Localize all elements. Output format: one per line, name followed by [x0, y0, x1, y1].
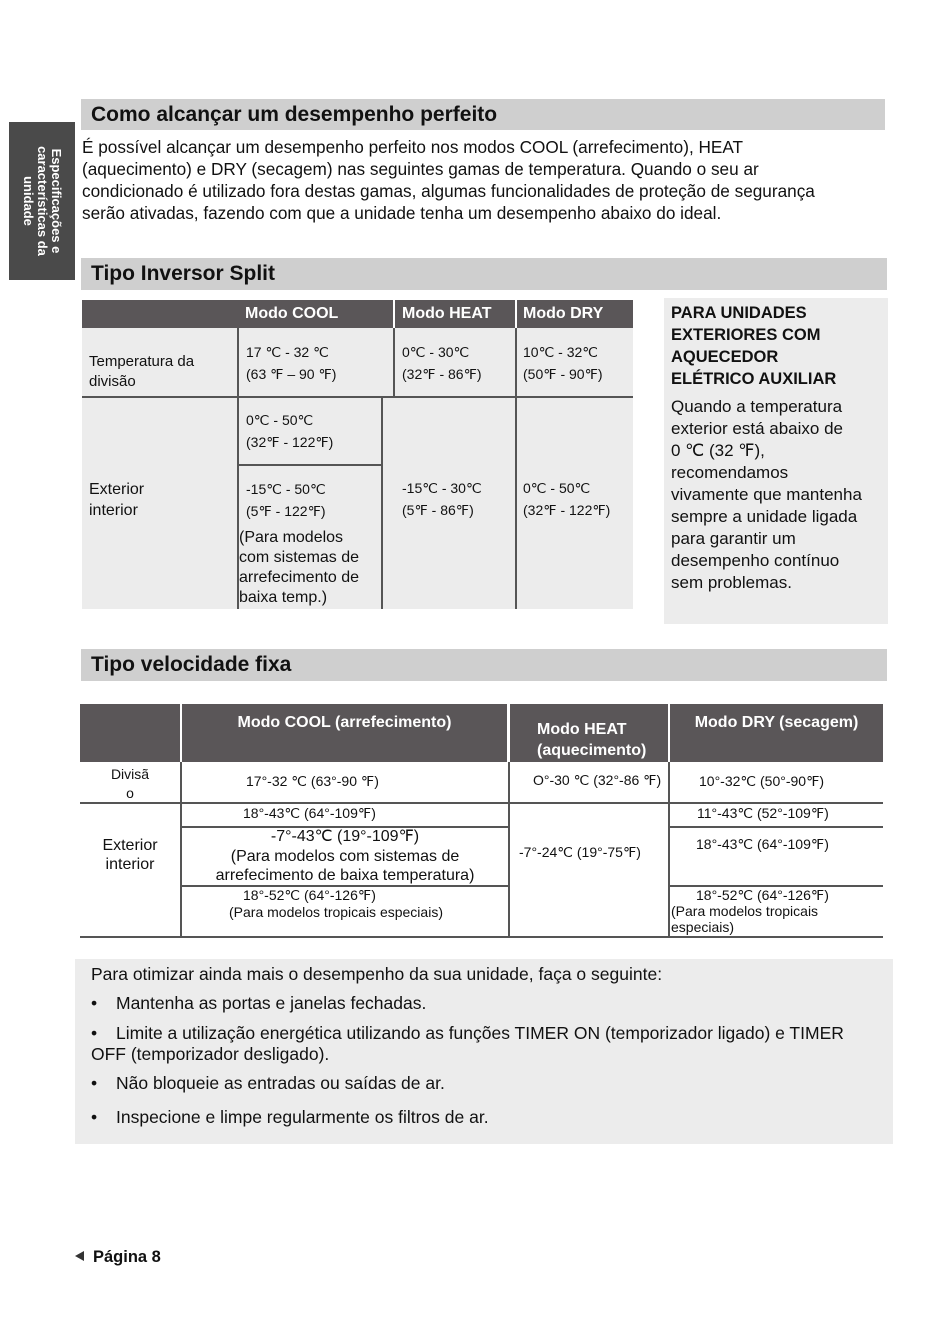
note-body: Quando a temperatura exterior está abaixo de 0 ℃ (32 ℉), recomendamos vivamente que mantenha sempre a unidade ligada para garantir um desempenho contínuo sem problemas. [671, 397, 862, 592]
cell-heat-room: 0℃ - 30℃ (32℉ - 86℉) [402, 344, 482, 382]
cell-cool-outdoor-a: 0℃ - 50℃ (32℉ - 122℉) [246, 412, 334, 450]
grid-line [668, 826, 883, 828]
cell-heat-outdoor: -15℃ - 30℃ (5℉ - 86℉) [402, 480, 482, 518]
grid-line [508, 762, 510, 937]
grid-line [515, 328, 517, 609]
header-divider [515, 300, 517, 328]
page-number: Página 8 [93, 1248, 161, 1266]
grid-line [80, 936, 883, 938]
cell-dry-outdoor-fixed-a: 11°-43℃ (52°-109℉) [697, 805, 829, 821]
grid-line [238, 464, 381, 466]
cell-cool-outdoor-fixed-b: -7°-43℃ (19°-109℉) (Para modelos com sistemas de arrefecimento de baixa temperatura) [215, 828, 475, 884]
cell-dry-outdoor: 0℃ - 50℃ (32℉ - 122℉) [523, 480, 611, 518]
cell-heat-room-fixed: O°-30 ℃ (32°-86 ℉) [533, 772, 662, 788]
cell-cool-outdoor-b: -15℃ - 50℃ (5℉ - 122℉) [246, 481, 326, 519]
intro-paragraph: É possível alcançar um desempenho perfeito nos modos COOL (arrefecimento), HEAT (aquecimento) e DRY (secagem) nas seguintes gamas de temperatura. Quando o seu ar condicionado é utilizado fora destas gamas, algumas funcionalidades de proteção de segurança serão ativadas, fazendo com que a unidade tenha um desempenho abaixo do ideal. [82, 137, 815, 223]
aux-heater-note [664, 298, 888, 624]
tip-item: • Inspecione e limpe regularmente os filtros de ar. [91, 1107, 489, 1127]
cell-dry-room-fixed: 10°-32℃ (50°-90℉) [699, 773, 825, 789]
row-label-room: Temperatura da divisão [89, 353, 195, 390]
tips-intro: Para otimizar ainda mais o desempenho da sua unidade, faça o seguinte: [91, 964, 663, 984]
tip-item: • Mantenha as portas e janelas fechadas. [91, 993, 427, 1013]
grid-line [82, 396, 633, 398]
grid-line [393, 328, 395, 397]
section-title-fixed-speed: Tipo velocidade fixa [81, 649, 887, 681]
cell-dry-outdoor-fixed-b: 18°-43℃ (64°-109℉) [696, 836, 829, 852]
cell-cool-room-fixed: 17°-32 ℃ (63°-90 ℉) [246, 773, 379, 789]
section-title-performance: Como alcançar um desempenho perfeito [81, 99, 885, 130]
row-label-outdoor-fixed: Exterior interior [102, 837, 158, 873]
header-cool: Modo COOL [245, 305, 339, 322]
side-tab-label: Especificações e características da unidade [21, 146, 64, 256]
fixed-header-row [80, 704, 883, 762]
grid-line [668, 762, 670, 937]
header-dry: Modo DRY [523, 305, 604, 322]
cell-cool-outdoor-note: (Para modelos com sistemas de arrefecimento de baixa temp.) [239, 529, 360, 606]
cell-cool-outdoor-fixed-a: 18°-43℃ (64°-109℉) [243, 805, 376, 821]
side-tab[interactable] [9, 122, 75, 280]
cell-dry-room: 10℃ - 32℃ (50℉ - 90℉) [523, 344, 603, 382]
header-dry-fixed: Modo DRY (secagem) [670, 714, 883, 732]
header-divider [393, 300, 395, 328]
header-divider [507, 704, 510, 762]
cell-heat-outdoor-fixed: -7°-24℃ (19°-75℉) [519, 844, 641, 860]
note-title: PARA UNIDADES EXTERIORES COM AQUECEDOR ELÉTRICO AUXILIAR [671, 304, 837, 388]
header-divider [180, 704, 182, 762]
grid-line [381, 397, 383, 609]
section-title-inverter: Tipo Inversor Split [81, 258, 887, 290]
header-cool-fixed: Modo COOL (arrefecimento) [182, 714, 507, 732]
tip-item: • Limite a utilização energética utilizando as funções TIMER ON (temporizador ligado) e TIMER [91, 1023, 844, 1043]
row-label-outdoor: Exterior interior [89, 481, 145, 519]
header-heat: Modo HEAT [402, 305, 492, 322]
row-label-room-fixed: Divisã o [110, 766, 150, 801]
tip-item-continued: OFF (temporizador desligado). [91, 1044, 330, 1064]
triangle-left-icon [75, 1251, 84, 1261]
cell-cool-room: 17 ℃ - 32 ℃ (63 ℉ – 90 ℉) [246, 344, 337, 382]
cell-cool-outdoor-fixed-c: 18°-52℃ (64°-126℉) (Para modelos tropicais especiais) [229, 887, 443, 920]
page-footer[interactable] [75, 1248, 161, 1267]
header-heat-fixed: Modo HEAT (aquecimento) [537, 721, 647, 759]
cell-dry-outdoor-fixed-c: 18°-52℃ (64°-126℉) (Para modelos tropicais especiais) [671, 887, 829, 935]
tip-item: • Não bloqueie as entradas ou saídas de ar. [91, 1073, 445, 1093]
header-divider [668, 704, 670, 762]
tips-box [75, 959, 893, 1144]
